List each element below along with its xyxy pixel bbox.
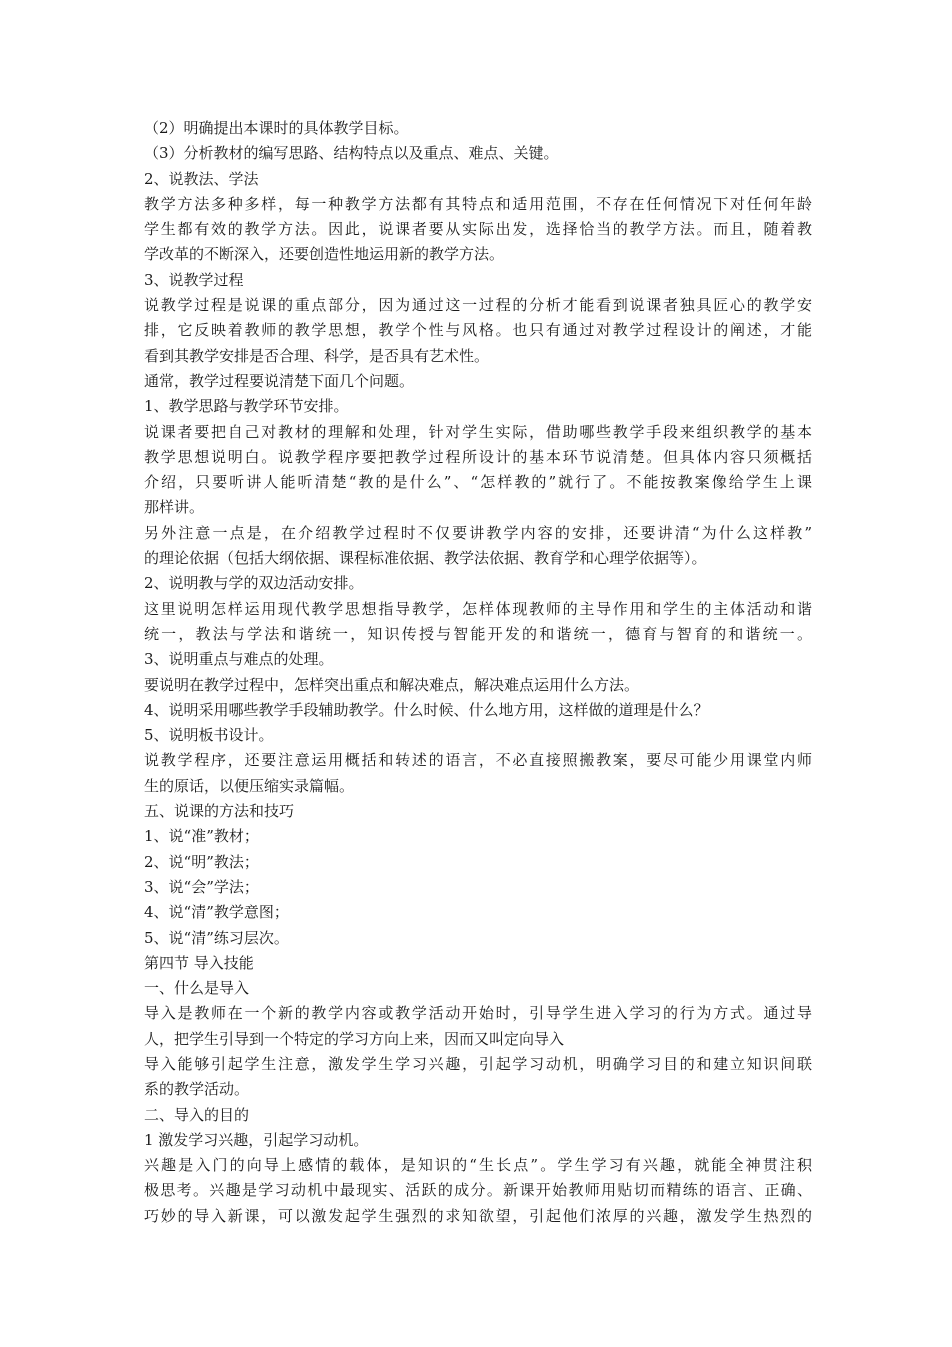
text-line: 说课者要把自己对教材的理解和处理，针对学生实际，借助哪些教学手段来组织教学的基本	[144, 422, 812, 441]
text-line: 一、什么是导入	[144, 979, 250, 998]
text-line: 5、说明板书设计。	[144, 726, 274, 745]
text-line: 通常，教学过程要说清楚下面几个问题。	[144, 371, 415, 390]
text-line: 2、说明教与学的双边活动安排。	[144, 574, 364, 593]
text-line: 4、说“清”教学意图；	[144, 903, 289, 922]
text-line: 1 激发学习兴趣，引起学习动机。	[144, 1130, 369, 1149]
text-line: 教学思想说明白。说教学程序要把教学过程所设计的基本环节说清楚。但具体内容只须概括	[144, 447, 812, 466]
text-line: 二、导入的目的	[144, 1105, 250, 1124]
text-line: 介绍，只要听讲人能听清楚“教的是什么”、“怎样教的”就行了。不能按教案像给学生上课	[144, 473, 812, 492]
text-line: 极思考。兴趣是学习动机中最现实、活跃的成分。新课开始教师用贴切而精练的语言、正确、	[144, 1181, 812, 1200]
text-line: 5、说“清”练习层次。	[144, 928, 289, 947]
text-line: 要说明在教学过程中，怎样突出重点和解决难点，解决难点运用什么方法。	[144, 675, 640, 694]
text-line: 的理论依据（包括大纲依据、课程标准依据、教学法依据、教育学和心理学依据等）。	[144, 549, 707, 568]
text-line: 说教学程序，还要注意运用概括和转述的语言，不必直接照搬教案，要尽可能少用课堂内师	[144, 751, 812, 770]
text-line: 4、说明采用哪些教学手段辅助教学。什么时候、什么地方用，这样做的道理是什么？	[144, 700, 709, 719]
text-line: 导入能够引起学生注意，激发学生学习兴趣，引起学习动机，明确学习目的和建立知识间联	[144, 1054, 812, 1073]
text-line: 系的教学活动。	[144, 1080, 250, 1099]
text-line: （3）分析教材的编写思路、结构特点以及重点、难点、关键。	[144, 144, 559, 163]
text-line: 1、说“准”教材；	[144, 827, 259, 846]
text-line: 2、说教法、学法	[144, 169, 259, 188]
text-line: 生的原话，以便压缩实录篇幅。	[144, 776, 355, 795]
text-line: 3、说“会”学法；	[144, 877, 259, 896]
text-line: 统一，教法与学法和谐统一，知识传授与智能开发的和谐统一，德育与智育的和谐统一。	[144, 624, 812, 643]
text-line: 另外注意一点是，在介绍教学过程时不仅要讲教学内容的安排，还要讲清“为什么这样教”	[144, 523, 812, 542]
text-line: 排，它反映着教师的教学思想，教学个性与风格。也只有通过对教学过程设计的阐述，才能	[144, 321, 812, 340]
text-line: （2）明确提出本课时的具体教学目标。	[144, 119, 409, 137]
text-line: 说教学过程是说课的重点部分，因为通过这一过程的分析才能看到说课者独具匠心的教学安	[144, 296, 812, 315]
text-line: 人，把学生引导到一个特定的学习方向上来，因而又叫定向导入	[144, 1029, 565, 1048]
text-line: 2、说“明”教法；	[144, 852, 259, 871]
text-line: 那样讲。	[144, 498, 205, 517]
text-line: 3、说明重点与难点的处理。	[144, 650, 334, 669]
document-page	[144, 116, 812, 1229]
text-line: 第四节 导入技能	[144, 953, 254, 972]
text-line: 学改革的不断深入，还要创造性地运用新的教学方法。	[144, 245, 505, 264]
text-line: 看到其教学安排是否合理、科学，是否具有艺术性。	[144, 346, 490, 365]
text-line: 学生都有效的教学方法。因此，说课者要从实际出发，选择恰当的教学方法。而且，随着教	[144, 220, 812, 239]
text-line: 五、说课的方法和技巧	[144, 802, 295, 821]
text-line: 教学方法多种多样，每一种教学方法都有其特点和适用范围，不存在任何情况下对任何年龄	[144, 194, 812, 213]
text-line: 兴趣是入门的向导上感情的载体，是知识的“生长点”。学生学习有兴趣，就能全神贯注积	[144, 1156, 812, 1175]
text-line: 这里说明怎样运用现代教学思想指导教学，怎样体现教师的主导作用和学生的主体活动和谐	[144, 599, 812, 618]
text-line: 3、说教学过程	[144, 270, 244, 289]
text-line: 导入是教师在一个新的教学内容或教学活动开始时，引导学生进入学习的行为方式。通过导	[144, 1004, 812, 1023]
text-line: 巧妙的导入新课，可以激发起学生强烈的求知欲望，引起他们浓厚的兴趣，激发学生热烈的	[144, 1206, 812, 1225]
text-line: 1、教学思路与教学环节安排。	[144, 397, 349, 416]
